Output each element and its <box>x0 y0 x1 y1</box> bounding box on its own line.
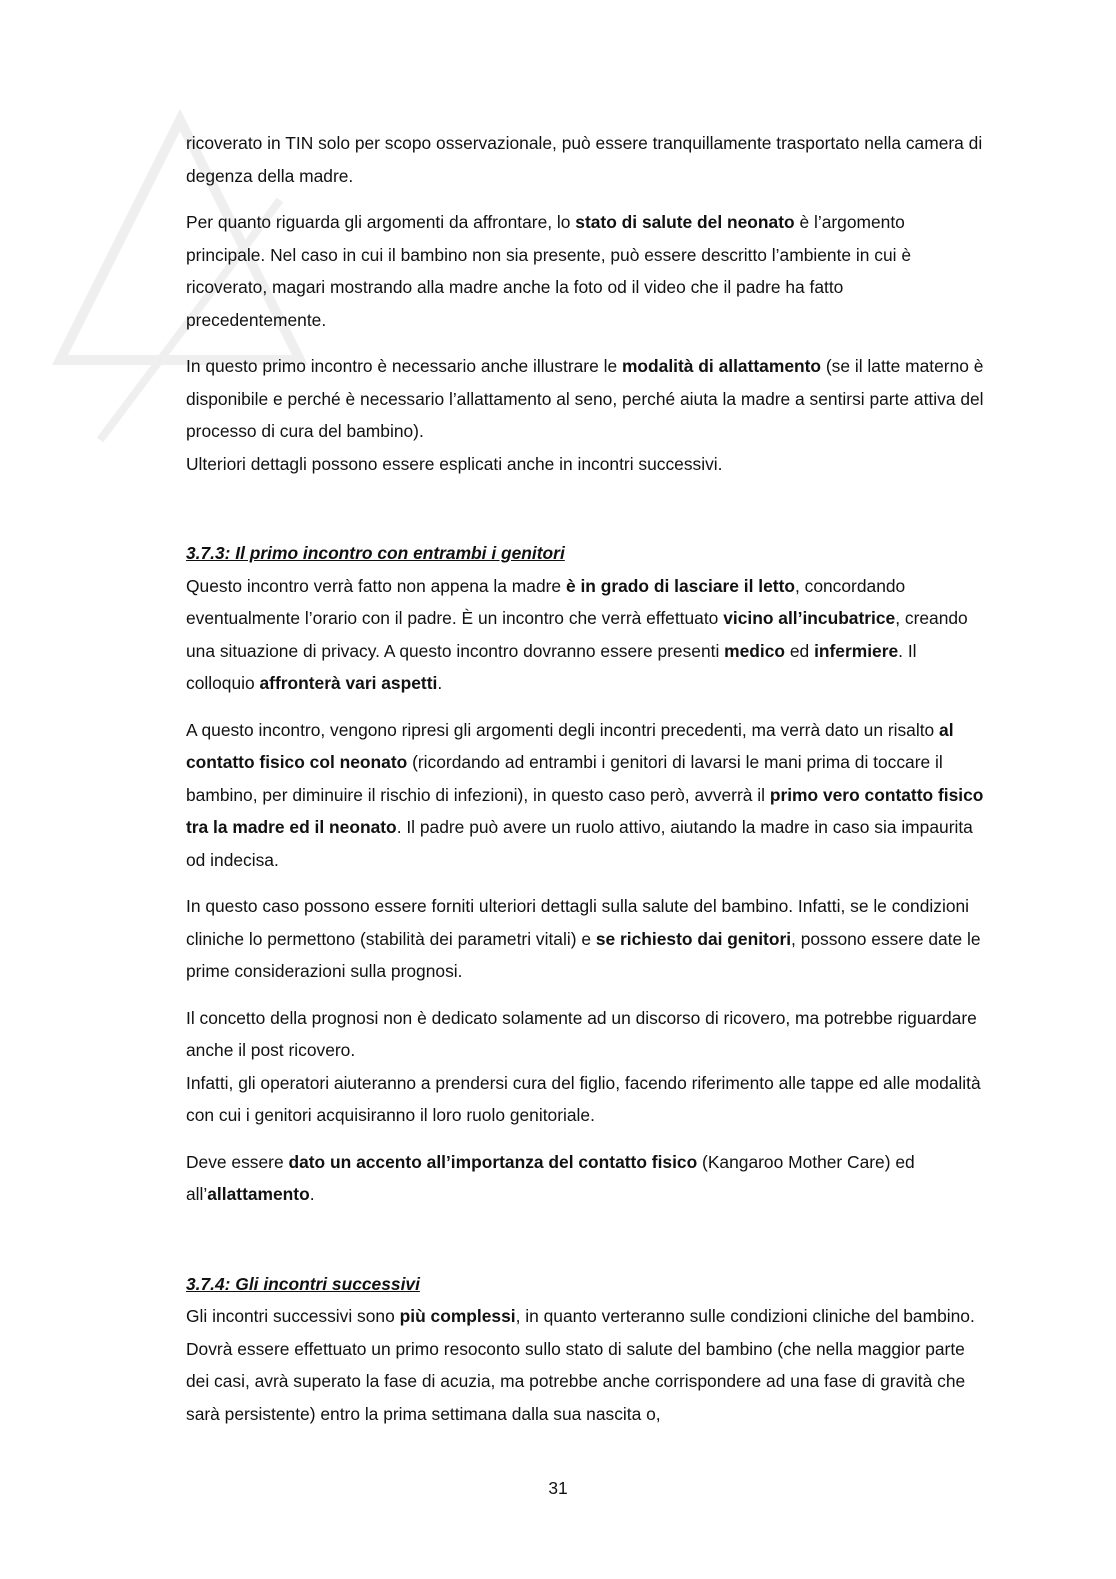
paragraph <box>186 448 986 481</box>
paragraph <box>186 570 986 700</box>
text-run: , in quanto verteranno sulle condizioni cliniche del bambino. Dovrà essere effettuato un primo resoconto sullo stato di salute del bambino (che nella maggior parte dei casi, avrà superato la fase di acuzia, ma potrebbe anche corrispondere ad una fase di gravità che sarà persistente) entro la prima settimana dalla sua nascita o, <box>186 1306 975 1424</box>
section-heading: 3.7.4: Gli incontri successivi <box>186 1273 420 1294</box>
text-run: ricoverato in TIN solo per scopo osservazionale, può essere tranquillamente trasportato nella camera di degenza della madre. <box>186 133 983 186</box>
text-run: , concordando eventualmente l’orario con il padre. È un incontro che verrà effettuato <box>186 575 906 628</box>
text-run: A questo incontro, vengono ripresi gli argomenti degli incontri precedenti, ma verrà dato un risalto <box>186 719 940 740</box>
paragraph <box>186 1067 986 1132</box>
bold-text: medico <box>724 640 786 661</box>
text-run: ed <box>785 640 815 661</box>
bold-text: è in grado di lasciare il letto <box>565 575 795 596</box>
paragraph <box>186 890 986 988</box>
paragraph <box>186 714 986 877</box>
text-run: (Kangaroo Mother Care) ed all’ <box>186 1151 915 1204</box>
text-run: Deve essere <box>186 1151 289 1172</box>
paragraph <box>186 1146 986 1211</box>
text-run: Infatti, gli operatori aiuteranno a prendersi cura del figlio, facendo riferimento alle tappe ed alle modalità con cui i genitori acquisiranno il loro ruolo genitoriale. <box>186 1072 981 1125</box>
bold-text: più complessi <box>399 1306 516 1326</box>
bold-text: affronterà vari aspetti <box>259 673 438 693</box>
bold-text: modalità di allattamento <box>621 356 822 376</box>
paragraph <box>186 1002 986 1067</box>
paragraph <box>186 206 986 336</box>
text-run: . <box>437 673 443 693</box>
bold-text: se richiesto dai genitori <box>595 928 792 949</box>
paragraph <box>186 1300 986 1430</box>
paragraph <box>186 127 986 192</box>
text-run: . Il padre può avere un ruolo attivo, aiutando la madre in caso sia impaurita od indecisa. <box>186 817 973 870</box>
bold-text: primo vero contatto fisico tra la madre ed il neonato <box>186 784 984 837</box>
text-run: In questo caso possono essere forniti ulteriori dettagli sulla salute del bambino. Infatti, se le condizioni cliniche lo permettono (stabilità dei parametri vitali) e <box>186 896 970 949</box>
text-run: . <box>309 1184 315 1204</box>
text-run: Questo incontro verrà fatto non appena la madre <box>186 575 566 596</box>
text-run: Gli incontri successivi sono <box>186 1306 400 1326</box>
text-run: Ulteriori dettagli possono essere esplicati anche in incontri successivi. <box>186 453 723 474</box>
text-run: (ricordando ad entrambi i genitori di lavarsi le mani prima di toccare il bambino, per diminuire il rischio di infezioni), in questo caso però, avverrà il <box>186 752 943 805</box>
bold-text: stato di salute del neonato <box>575 212 795 232</box>
section-heading: 3.7.3: Il primo incontro con entrambi i genitori <box>186 543 565 563</box>
text-run: , creando una situazione di privacy. A questo incontro dovranno essere presenti <box>186 608 968 661</box>
page-number: 31 <box>548 1478 568 1498</box>
text-run: In questo primo incontro è necessario anche illustrare le <box>186 356 622 376</box>
bold-text: al contatto fisico col neonato <box>186 719 954 772</box>
text-run: Per quanto riguarda gli argomenti da affrontare, lo <box>186 212 576 232</box>
text-run: , possono essere date le prime considerazioni sulla prognosi. <box>186 928 981 981</box>
paragraph <box>186 350 986 448</box>
text-run: è l’argomento principale. Nel caso in cui il bambino non sia presente, può essere descritto l’ambiente in cui è ricoverato, magari mostrando alla madre anche la foto od il video che il padre ha fatto precedentemente. <box>186 212 912 330</box>
bold-text: vicino all’incubatrice <box>723 608 896 628</box>
bold-text: dato un accento all’importanza del contatto fisico <box>288 1151 698 1172</box>
bold-text: infermiere <box>814 640 899 661</box>
bold-text: allattamento <box>207 1184 310 1204</box>
text-run: (se il latte materno è disponibile e perché è necessario l’allattamento al seno, perché aiuta la madre a sentirsi parte attiva del processo di cura del bambino). <box>186 356 984 441</box>
text-run: . Il colloquio <box>186 640 917 693</box>
text-run: Il concetto della prognosi non è dedicato solamente ad un discorso di ricovero, ma potrebbe riguardare anche il post ricovero. <box>186 1007 977 1060</box>
document-body <box>186 127 986 1444</box>
